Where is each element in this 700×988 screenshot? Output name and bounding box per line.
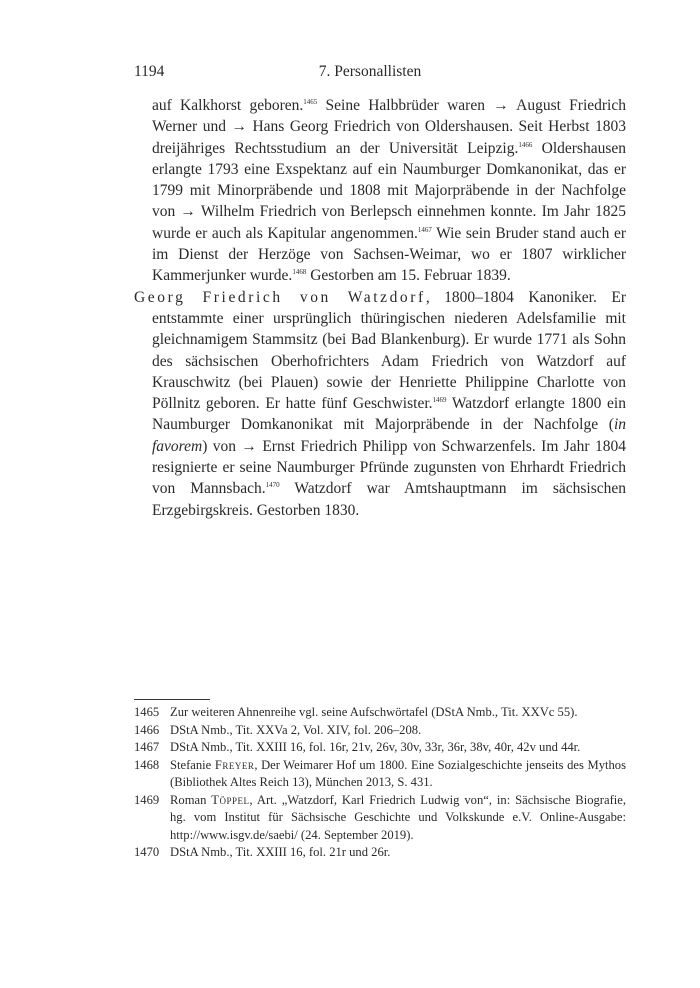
footnote-text xyxy=(170,757,626,792)
text-span: Watzdorf war Amtshauptmann im sächsischen Erzgebirgskreis. Gestorben 1830. xyxy=(152,480,627,519)
text-span: Gestorben am 15. Februar 1839. xyxy=(306,267,511,285)
text-span: Watzdorf erlangte 1800 ein Naumburger Domkanonikat mit Majorpräbende in der Nachfolge ( xyxy=(152,395,626,434)
text-span: Roman xyxy=(170,792,212,807)
italic-phrase: in favorem xyxy=(152,416,626,455)
footnote xyxy=(134,722,626,740)
footnote-ref: 1466 xyxy=(518,140,533,149)
footnote-number: 1467 xyxy=(134,740,160,754)
text-span: , Art. „Watzdorf, Karl Friedrich Ludwig von“, in: Sächsische Biografie, hg. vom Institut für Sächsische Geschichte und Volkskunde e.V. Online-Ausgabe: http://www.isgv.de/saebi/ (24. September 2019). xyxy=(170,792,626,842)
footnote-number: 1469 xyxy=(134,792,160,807)
author-surname: Töppel xyxy=(211,792,250,807)
footnote xyxy=(134,757,626,792)
footnotes xyxy=(134,704,626,862)
main-text xyxy=(134,95,626,521)
footnote xyxy=(134,704,626,722)
page-number: 1194 xyxy=(134,63,165,80)
footnote-ref: 1465 xyxy=(303,98,318,106)
footnote-number: 1466 xyxy=(134,722,160,737)
footnote-number: 1470 xyxy=(134,845,160,859)
text-span: , Der Weimarer Hof um 1800. Eine Sozialgeschichte jenseits des Mythos (Bibliothek Altes Reich 13), München 2013, S. 431. xyxy=(170,757,626,789)
text-span: Oldershausen erlangte 1793 eine Exspektanz auf ein Naumburger Domkanonikat, das er 1799 mit Minorpräbende und 1808 mit Majorpräbende in der Nachfolge von → Wilhelm Friedrich von Berlepsch einnehmen konnte. Im Jahr 1825 wurde er auch als Kapitular angenommen. xyxy=(152,139,626,242)
text-span: Stefanie xyxy=(170,757,215,772)
footnote-divider xyxy=(134,699,210,700)
footnote xyxy=(134,844,626,862)
footnote-ref: 1467 xyxy=(417,225,432,234)
footnote xyxy=(134,792,626,845)
footnote-text: DStA Nmb., Tit. XXVa 2, Vol. XIV, fol. 206–208. xyxy=(170,722,422,737)
author-surname: Freyer xyxy=(214,757,255,772)
footnote-text: Zur weiteren Ahnenreihe vgl. seine Aufschwörtafel (DStA Nmb., Tit. XXVc 55). xyxy=(170,705,578,719)
entry-oldershausen-continued xyxy=(134,95,626,287)
running-head: 7. Personallisten xyxy=(318,63,422,80)
footnote-number: 1468 xyxy=(134,757,160,772)
footnote-ref: 1468 xyxy=(292,268,307,277)
text-span: Seine Halbbrüder waren → August Friedrich Werner und → Hans Georg Friedrich von Oldershausen. Seit Herbst 1803 dreijähriges Rechtsstudium an der Universität Leipzig. xyxy=(152,97,626,157)
footnote-text xyxy=(170,792,626,845)
footnote-text: DStA Nmb., Tit. XXIII 16, fol. 16r, 21v, 26v, 30v, 33r, 36r, 38v, 40r, 42v und 44r. xyxy=(170,740,581,754)
footnote xyxy=(134,739,626,757)
footnote-ref: 1470 xyxy=(265,481,280,490)
footnote-number: 1465 xyxy=(134,705,160,719)
text-span: auf Kalkhorst geboren. xyxy=(152,97,304,114)
footnote-text: DStA Nmb., Tit. XXIII 16, fol. 21r und 26r. xyxy=(170,845,391,859)
entry-name: Georg Friedrich von Watzdorf xyxy=(134,288,426,306)
text-span: ) von → Ernst Friedrich Philipp von Schwarzenfels. Im Jahr 1804 resignierte er seine Naumburger Pfründe zugunsten von Ehrhardt Friedrich von Mannsbach. xyxy=(152,437,626,498)
text-span: Wie sein Bruder stand auch er im Dienst der Herzöge von Sachsen-Weimar, wo er 1807 wirklicher Kammerjunker wurde. xyxy=(152,224,626,285)
entry-watzdorf xyxy=(134,287,626,521)
text-span: , 1800–1804 Kanoniker. Er entstammte einer ursprünglich thüringischen niederen Adelsfamilie mit gleichnamigem Stammsitz (bei Bad Blankenburg). Er wurde 1771 als Sohn des sächsischen Oberhofrichters Adam Friedrich von Watzdorf auf Krauschwitz (bei Plauen) sowie der Henriette Philippine Charlotte von Pöllnitz geboren. Er hatte fünf Geschwister. xyxy=(152,288,626,413)
footnote-ref: 1469 xyxy=(432,396,447,405)
